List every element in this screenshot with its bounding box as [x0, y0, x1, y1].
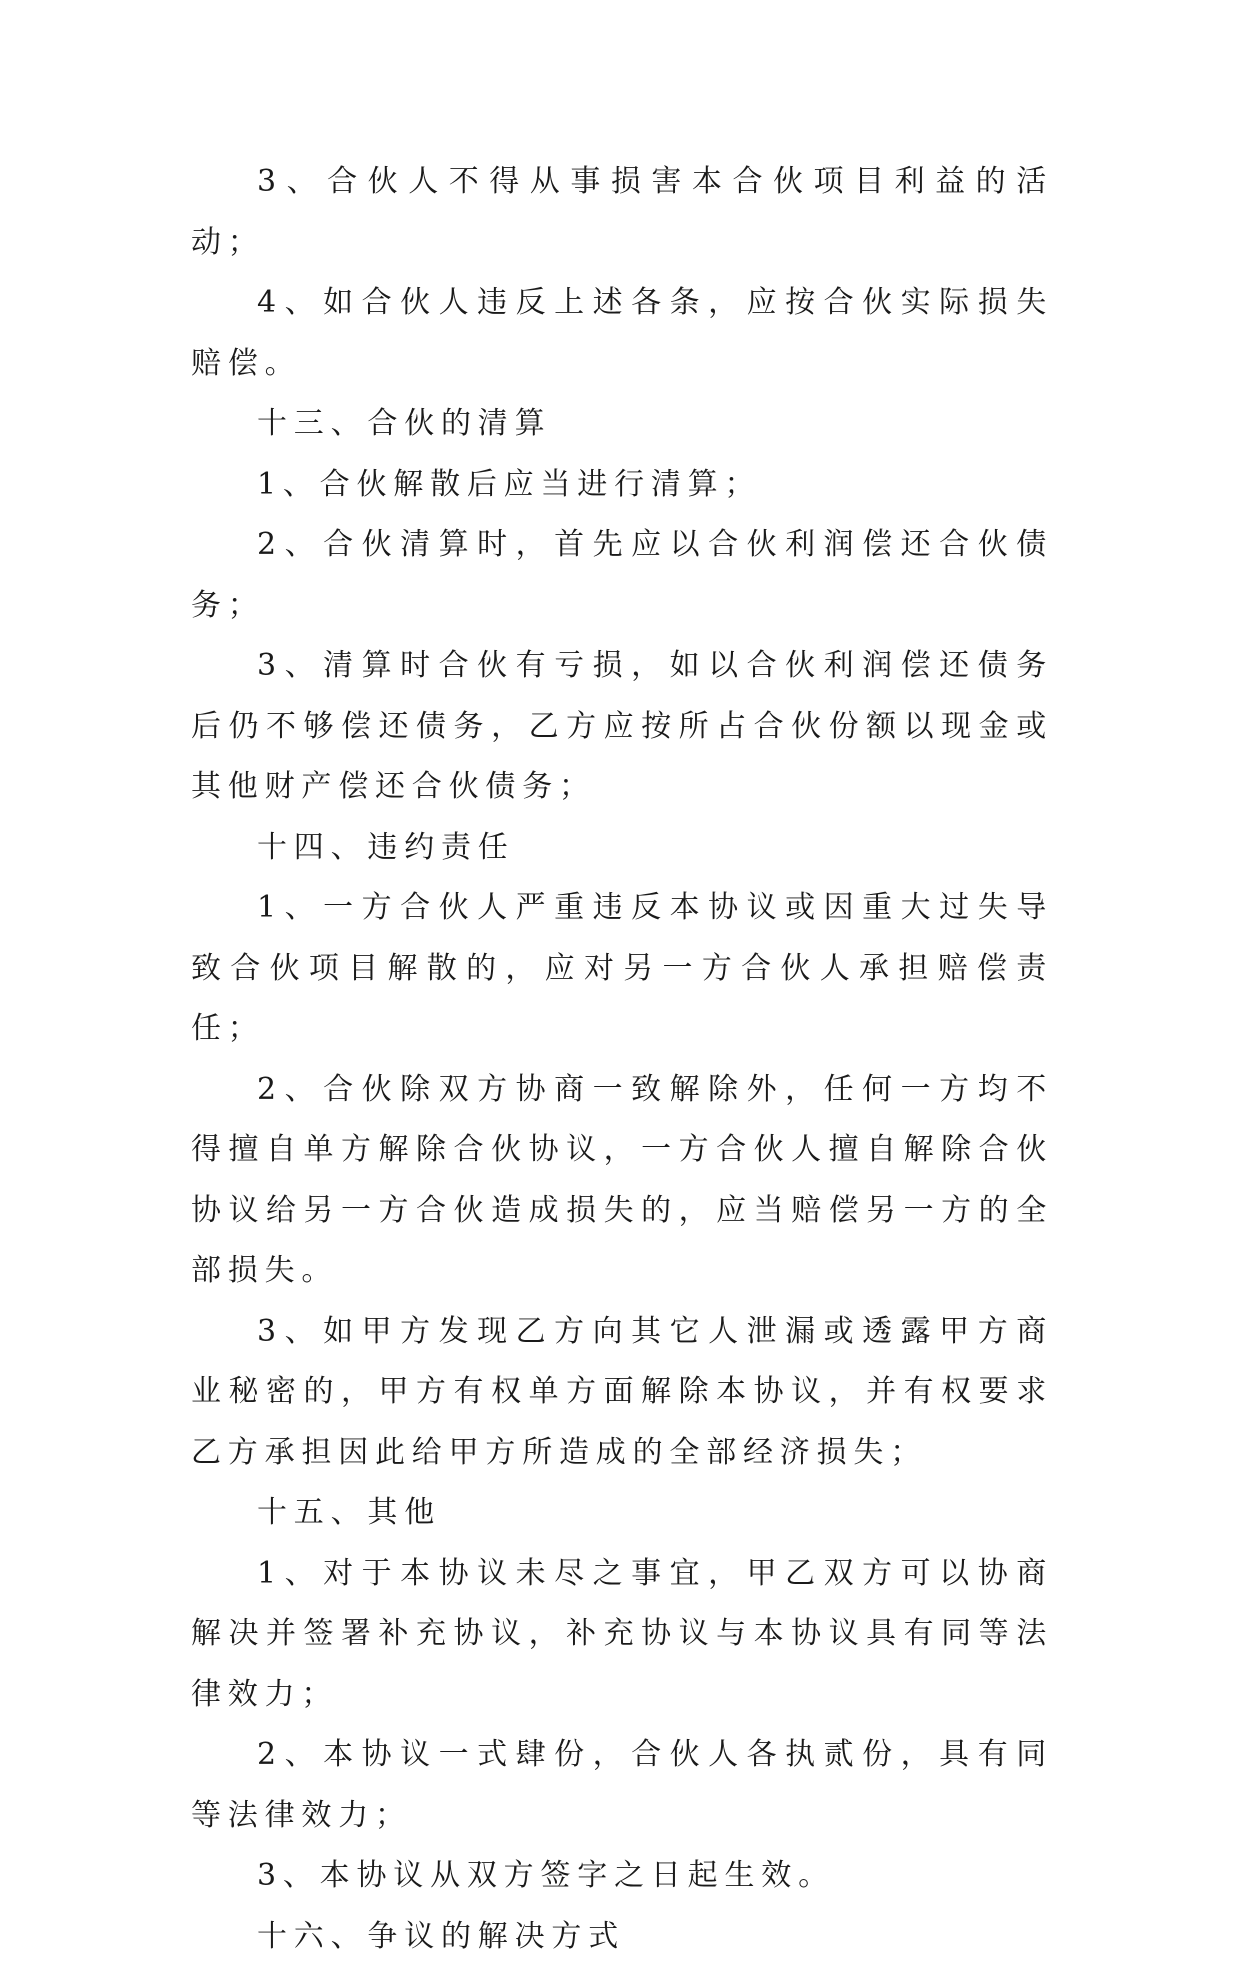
clause-14-item-3: 3、如甲方发现乙方向其它人泄漏或透露甲方商业秘密的，甲方有权单方面解除本协议，并有权要求乙方承担因此给甲方所造成的全部经济损失； [191, 1302, 1053, 1484]
clause-14-item-2: 2、合伙除双方协商一致解除外，任何一方均不得擅自单方解除合伙协议，一方合伙人擅自解除合伙协议给另一方合伙造成损失的，应当赔偿另一方的全部损失。 [191, 1060, 1053, 1302]
section-heading-15: 十五、其他 [191, 1483, 1053, 1544]
clause-12-item-4: 4、如合伙人违反上述各条，应按合伙实际损失赔偿。 [191, 273, 1053, 394]
section-heading-14: 十四、违约责任 [191, 818, 1053, 879]
clause-14-item-1: 1、一方合伙人严重违反本协议或因重大过失导致合伙项目解散的，应对另一方合伙人承担赔偿责任； [191, 878, 1053, 1060]
section-heading-16: 十六、争议的解决方式 [191, 1907, 1053, 1967]
clause-15-item-1: 1、对于本协议未尽之事宜，甲乙双方可以协商解决并签署补充协议，补充协议与本协议具有同等法律效力； [191, 1544, 1053, 1726]
clause-15-item-3: 3、本协议从双方签字之日起生效。 [191, 1846, 1053, 1907]
section-heading-13: 十三、合伙的清算 [191, 394, 1053, 455]
document-body [191, 152, 1053, 1967]
clause-13-item-2: 2、合伙清算时，首先应以合伙利润偿还合伙债务； [191, 515, 1053, 636]
clause-13-item-3: 3、清算时合伙有亏损，如以合伙利润偿还债务后仍不够偿还债务，乙方应按所占合伙份额以现金或其他财产偿还合伙债务； [191, 636, 1053, 818]
clause-12-item-3: 3、合伙人不得从事损害本合伙项目利益的活动； [191, 152, 1053, 273]
clause-13-item-1: 1、合伙解散后应当进行清算； [191, 455, 1053, 516]
clause-15-item-2: 2、本协议一式肆份，合伙人各执贰份，具有同等法律效力； [191, 1725, 1053, 1846]
